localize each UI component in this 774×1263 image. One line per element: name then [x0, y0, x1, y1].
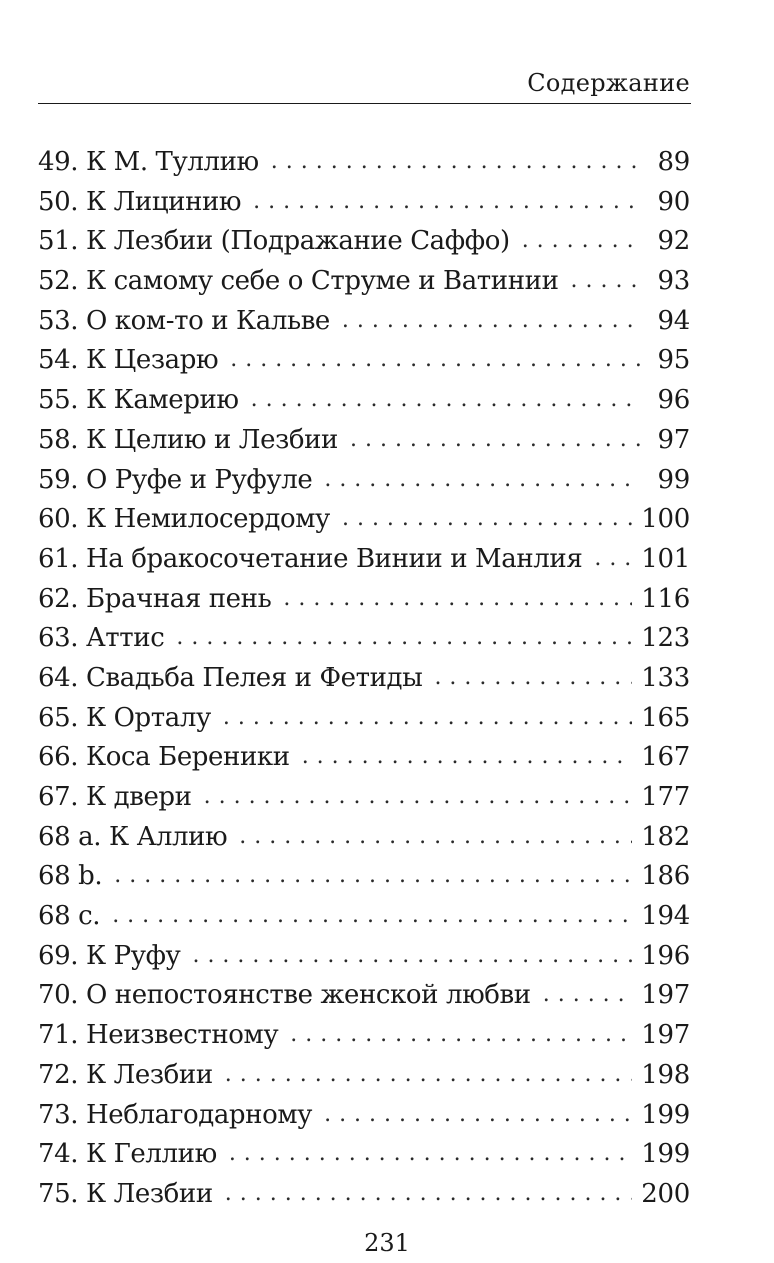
toc-entry-page: 177 [641, 782, 690, 812]
toc-entry [38, 500, 690, 540]
toc-entry [38, 619, 690, 659]
toc-entry-page: 182 [641, 821, 690, 852]
toc-entry-page: 100 [641, 504, 690, 535]
running-head: Содержание [527, 69, 690, 97]
toc-entry-page: 197 [641, 1020, 690, 1051]
toc-entry [38, 540, 690, 580]
dot-leader [594, 539, 632, 579]
toc-entry [38, 818, 690, 858]
toc-entry-title: 61. На бракосочетание Винии и Манлия [38, 543, 583, 574]
toc-entry [38, 1096, 690, 1136]
dot-leader [434, 658, 632, 698]
toc-entry-page: 200 [641, 1178, 690, 1209]
dot-leader [290, 1015, 632, 1055]
toc-entry-page: 94 [657, 305, 690, 336]
toc-entry-title: 68 с. [38, 901, 101, 932]
toc-entry-title: 65. К Орталу [38, 702, 211, 733]
dot-leader [283, 579, 632, 619]
toc-entry-page: 123 [641, 623, 690, 654]
toc-entry-title: 73. Неблагодарному [38, 1099, 313, 1130]
toc-entry-page: 93 [657, 266, 690, 297]
dot-leader [324, 1095, 632, 1135]
dot-leader [571, 261, 642, 301]
toc-entry-title: 54. К Цезарю [38, 345, 219, 376]
dot-leader [229, 1134, 632, 1174]
toc-entry-page: 99 [657, 464, 690, 495]
dot-leader [230, 340, 641, 380]
toc-entry [38, 222, 690, 262]
toc-entry-title: 68 b. [38, 861, 103, 892]
toc-entry [38, 699, 690, 739]
dot-leader [271, 142, 641, 182]
toc-entry [38, 381, 690, 421]
toc-entry-page: 89 [657, 147, 690, 177]
toc-entry-page: 101 [641, 543, 690, 574]
toc-entry-page: 95 [657, 345, 690, 376]
toc-entry-page: 90 [657, 186, 690, 217]
toc-entry [38, 183, 690, 223]
toc-entry-title: 68 а. К Аллию [38, 821, 228, 852]
dot-leader [225, 1174, 632, 1214]
toc-entry-page: 186 [641, 861, 690, 892]
toc-entry [38, 857, 690, 897]
toc-entry-title: 69. К Руфу [38, 940, 181, 971]
toc-entry-title: 64. Свадьба Пелея и Фетиды [38, 662, 423, 693]
toc-entry-title: 74. К Геллию [38, 1139, 217, 1170]
toc-entry-title: 75. К Лезбии [38, 1178, 213, 1209]
dot-leader [192, 936, 632, 976]
toc-entry [38, 341, 690, 381]
toc-entry [38, 262, 690, 302]
dot-leader [225, 1055, 632, 1095]
toc-entry [38, 937, 690, 977]
toc-entry-title: 71. Неизвестному [38, 1020, 279, 1051]
dot-leader [176, 618, 632, 658]
toc-entry-page: 92 [657, 226, 690, 257]
toc-entry [38, 778, 690, 818]
toc-entry [38, 461, 690, 501]
toc-entry-title: 60. К Немилосердому [38, 504, 330, 535]
toc-entry-page: 116 [641, 583, 690, 614]
dot-leader [302, 737, 633, 777]
page-number: 231 [364, 1229, 410, 1257]
header-rule [38, 103, 691, 104]
toc-entry-title: 62. Брачная пень [38, 583, 272, 614]
toc-entry-page: 199 [641, 1099, 690, 1130]
toc-entry [38, 1135, 690, 1175]
toc-entry [38, 421, 690, 461]
toc-entry-title: 52. К самому себе о Струме и Ватинии [38, 266, 559, 297]
toc-entry-title: 63. Аттис [38, 623, 165, 654]
toc-entry-title: 58. К Целию и Лезбии [38, 424, 338, 455]
toc-entry [38, 1016, 690, 1056]
dot-leader [342, 301, 641, 341]
dot-leader [239, 817, 632, 857]
table-of-contents [38, 143, 690, 1215]
toc-entry-page: 97 [657, 424, 690, 455]
toc-entry-title: 66. Коса Береники [38, 742, 290, 773]
dot-leader [114, 856, 632, 896]
dot-leader [543, 975, 633, 1015]
toc-entry-page: 165 [641, 702, 690, 733]
toc-entry-page: 133 [641, 662, 690, 693]
toc-entry-page: 196 [641, 940, 690, 971]
toc-entry-page: 194 [641, 901, 690, 932]
dot-leader [342, 499, 632, 539]
toc-entry-title: 55. К Камерию [38, 385, 239, 416]
toc-entry [38, 897, 690, 937]
dot-leader [112, 896, 632, 936]
toc-entry [38, 143, 690, 183]
toc-entry [38, 738, 690, 778]
toc-entry [38, 580, 690, 620]
toc-entry-title: 70. О непостоянстве женской любви [38, 980, 531, 1011]
toc-entry [38, 302, 690, 342]
dot-leader [522, 221, 641, 261]
toc-entry-title: 49. К М. Туллию [38, 147, 259, 177]
toc-entry-title: 50. К Лицинию [38, 186, 242, 217]
dot-leader [350, 420, 641, 460]
toc-entry-title: 59. О Руфе и Руфуле [38, 464, 313, 495]
toc-entry-title: 72. К Лезбии [38, 1059, 213, 1090]
toc-entry [38, 1056, 690, 1096]
dot-leader [204, 777, 633, 817]
toc-entry [38, 976, 690, 1016]
toc-entry-page: 167 [641, 742, 690, 773]
toc-entry-title: 67. К двери [38, 782, 192, 812]
dot-leader [251, 380, 641, 420]
toc-entry-title: 51. К Лезбии (Подражание Саффо) [38, 226, 510, 257]
toc-entry [38, 1175, 690, 1215]
toc-entry-title: 53. О ком-то и Кальве [38, 305, 330, 336]
toc-entry-page: 198 [641, 1059, 690, 1090]
dot-leader [223, 698, 632, 738]
toc-entry-page: 197 [641, 980, 690, 1011]
toc-entry [38, 659, 690, 699]
dot-leader [324, 460, 641, 500]
toc-entry-page: 96 [657, 385, 690, 416]
toc-entry-page: 199 [641, 1139, 690, 1170]
dot-leader [253, 182, 641, 222]
